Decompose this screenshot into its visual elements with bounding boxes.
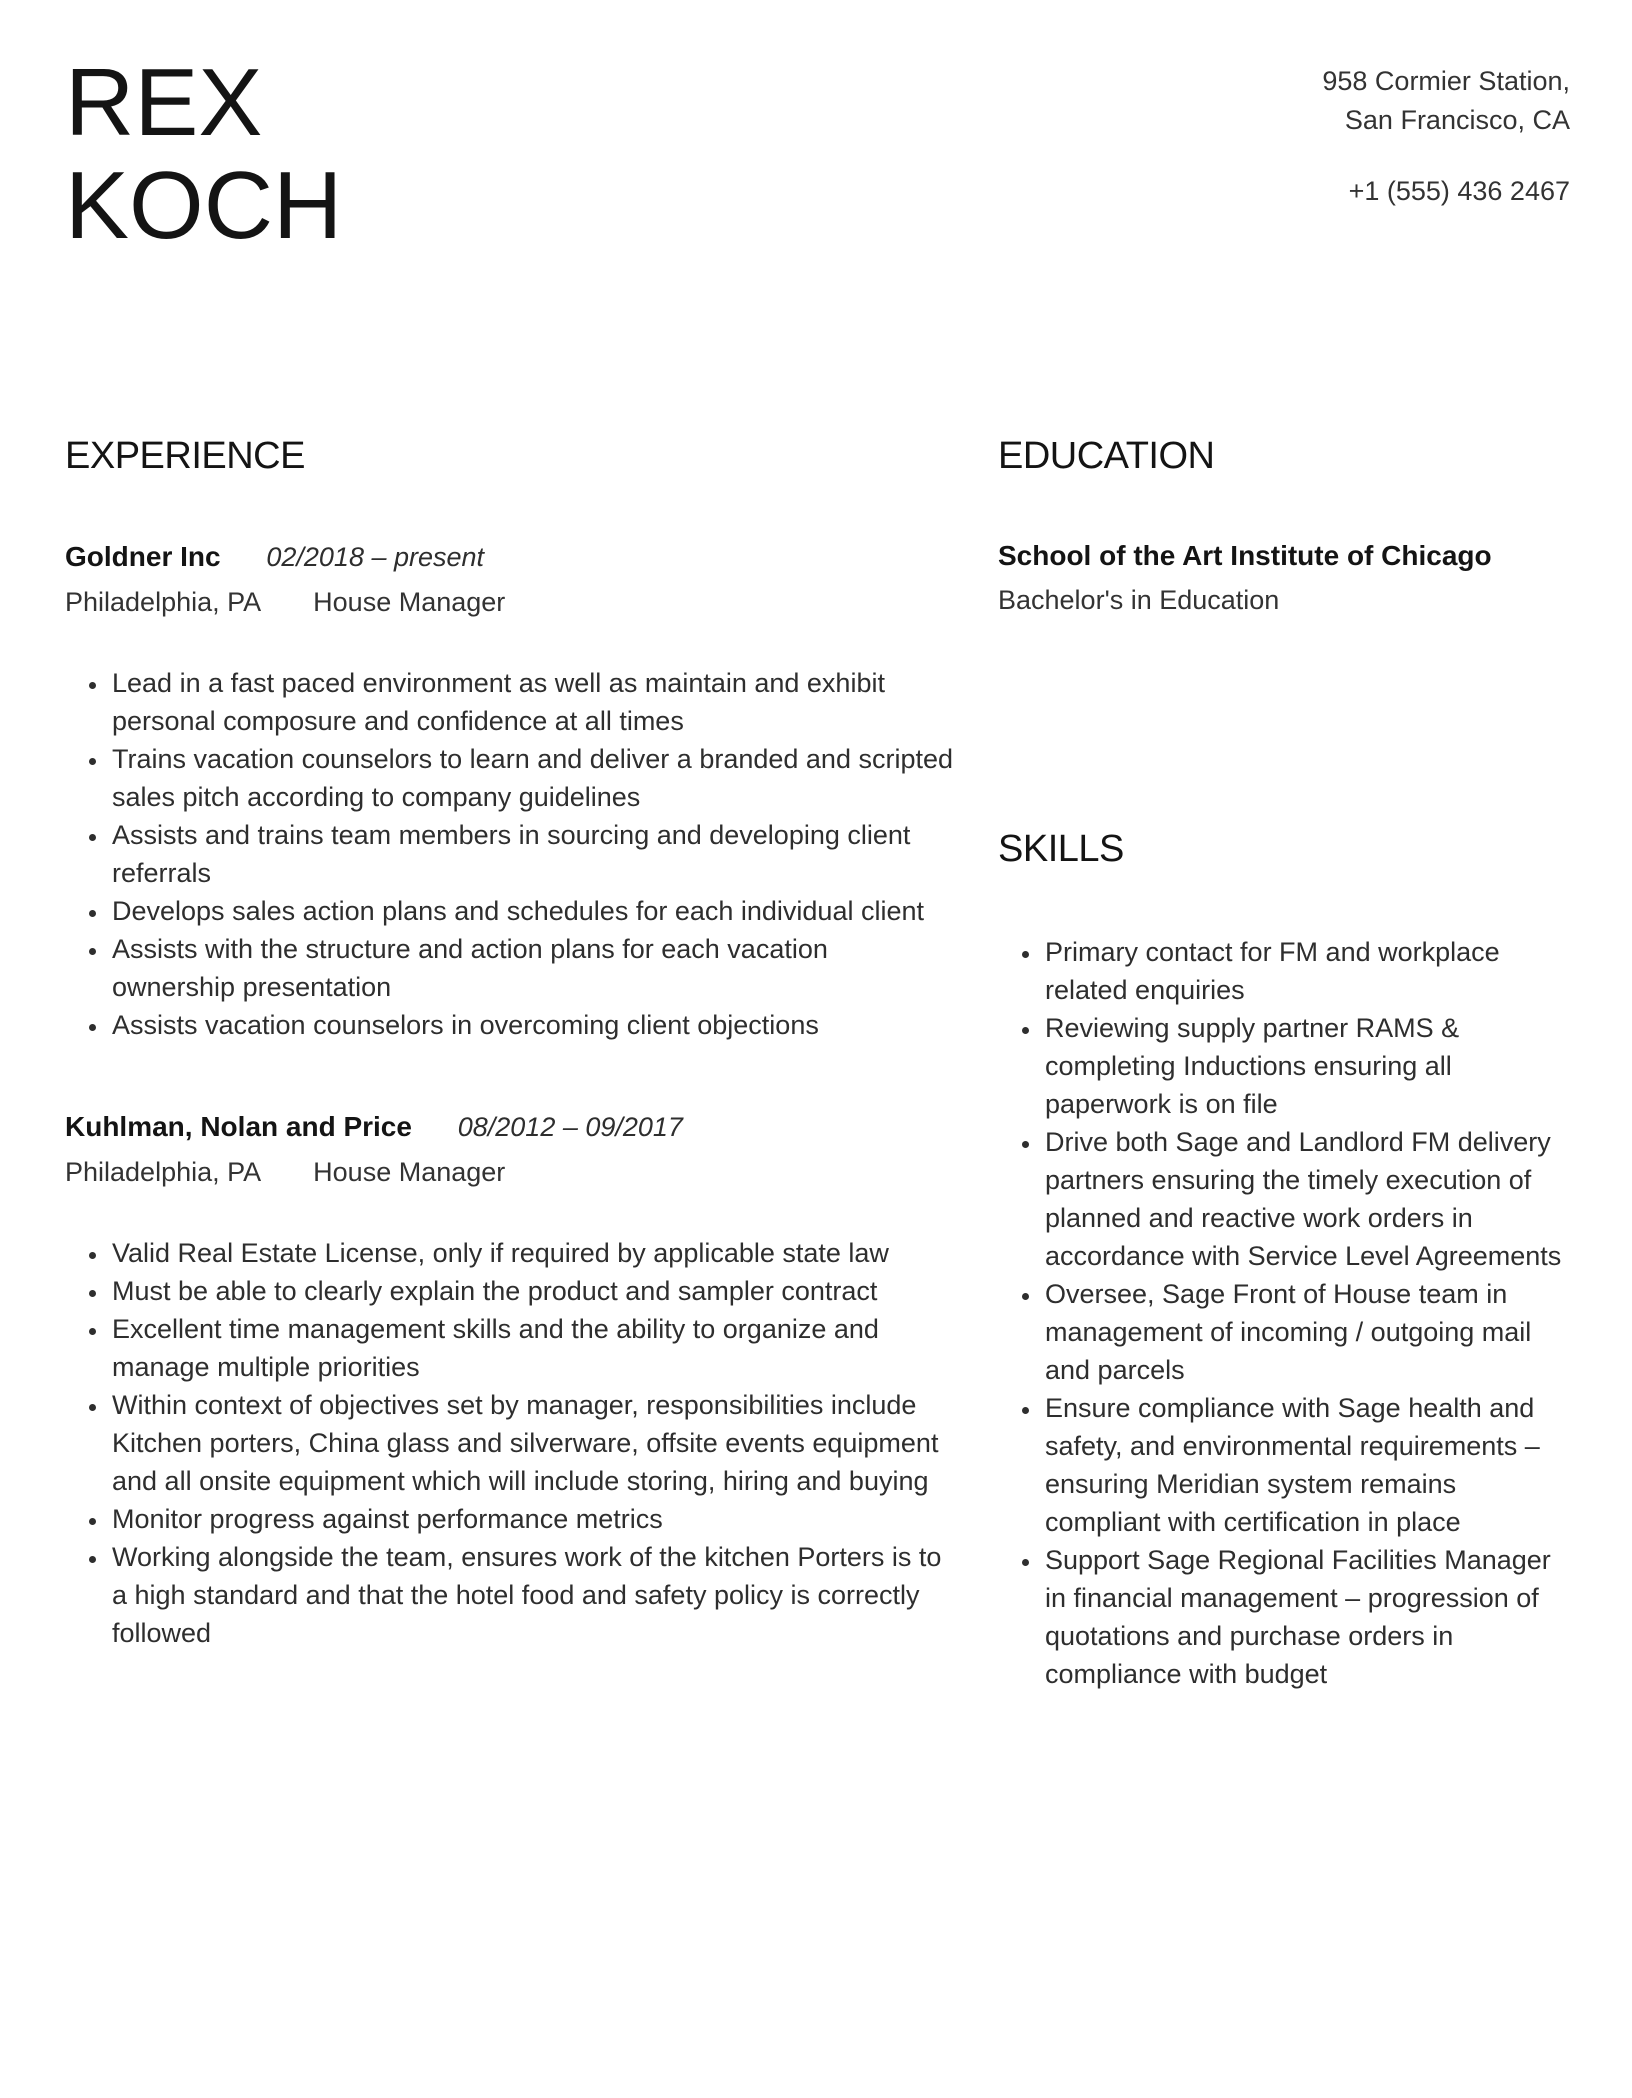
phone-number: +1 (555) 436 2467 xyxy=(1348,176,1570,207)
job-bullet: • Monitor progress against performance metrics xyxy=(109,1500,953,1538)
contact-info xyxy=(1322,52,1570,211)
resume-body xyxy=(65,435,1570,1693)
candidate-name xyxy=(65,49,343,259)
experience-section xyxy=(65,435,953,1693)
skill-bullet: • Support Sage Regional Facilities Manager in financial management – progression of quotations and purchase orders in compliance with budget xyxy=(1042,1541,1570,1693)
experience-heading: EXPERIENCE xyxy=(65,435,305,478)
job-entry-goldner xyxy=(65,540,953,1044)
company-name: Kuhlman, Nolan and Price xyxy=(65,1111,412,1143)
job-bullet-list xyxy=(65,664,953,1044)
job-bullet: • Must be able to clearly explain the product and sampler contract xyxy=(109,1272,953,1310)
resume-header xyxy=(65,49,1570,259)
right-column xyxy=(998,435,1570,1693)
skills-bullet-list xyxy=(998,933,1570,1693)
skills-section xyxy=(998,828,1570,1693)
job-bullet: • Excellent time management skills and the ability to organize and manage multiple priorities xyxy=(109,1310,953,1386)
job-bullet: • Within context of objectives set by manager, responsibilities include Kitchen porters, China glass and silverware, offsite events equipment and all onsite equipment which will include storing, hiring and buying xyxy=(109,1386,953,1500)
skill-bullet: • Oversee, Sage Front of House team in management of incoming / outgoing mail and parcels xyxy=(1042,1275,1570,1389)
address-line-1: 958 Cormier Station, xyxy=(1322,66,1570,96)
job-bullet: • Lead in a fast paced environment as well as maintain and exhibit personal composure and confidence at all times xyxy=(109,664,953,740)
skill-bullet: • Reviewing supply partner RAMS & completing Inductions ensuring all paperwork is on file xyxy=(1042,1009,1570,1123)
skills-heading: SKILLS xyxy=(998,828,1124,871)
degree-name: Bachelor's in Education xyxy=(998,585,1280,616)
job-location: Philadelphia, PA xyxy=(65,587,260,618)
candidate-first-name: REX xyxy=(65,49,263,156)
job-subheader xyxy=(65,1157,953,1188)
job-bullet: • Trains vacation counselors to learn and deliver a branded and scripted sales pitch according to company guidelines xyxy=(109,740,953,816)
job-entry-kuhlman xyxy=(65,1110,953,1652)
company-name: Goldner Inc xyxy=(65,541,221,573)
job-title: House Manager xyxy=(313,587,506,618)
education-heading: EDUCATION xyxy=(998,435,1215,478)
job-bullet: • Assists and trains team members in sourcing and developing client referrals xyxy=(109,816,953,892)
address-line-2: San Francisco, CA xyxy=(1344,105,1570,136)
skill-bullet: • Drive both Sage and Landlord FM delivery partners ensuring the timely execution of planned and reactive work orders in accordance with Service Level Agreements xyxy=(1042,1123,1570,1275)
skill-bullet: • Primary contact for FM and workplace related enquiries xyxy=(1042,933,1570,1009)
job-subheader xyxy=(65,587,953,618)
job-bullet: • Assists vacation counselors in overcoming client objections xyxy=(109,1006,953,1044)
job-dates: 08/2012 – 09/2017 xyxy=(457,1112,683,1143)
school-name: School of the Art Institute of Chicago xyxy=(998,540,1492,572)
job-bullet: • Valid Real Estate License, only if required by applicable state law xyxy=(109,1234,953,1272)
job-dates: 02/2018 – present xyxy=(266,542,485,573)
job-header xyxy=(65,1110,953,1144)
candidate-last-name: KOCH xyxy=(65,151,343,259)
skill-bullet: • Ensure compliance with Sage health and safety, and environmental requirements – ensuring Meridian system remains compliant with certification in place xyxy=(1042,1389,1570,1541)
job-location: Philadelphia, PA xyxy=(65,1156,260,1187)
job-bullet: • Develops sales action plans and schedules for each individual client xyxy=(109,892,953,930)
job-bullet: • Assists with the structure and action plans for each vacation ownership presentation xyxy=(109,930,953,1006)
job-bullet-list xyxy=(65,1234,953,1652)
job-bullet: • Working alongside the team, ensures work of the kitchen Porters is to a high standard and that the hotel food and safety policy is correctly followed xyxy=(109,1538,953,1652)
education-section xyxy=(998,435,1570,616)
job-header xyxy=(65,540,953,574)
job-title: House Manager xyxy=(313,1156,506,1187)
